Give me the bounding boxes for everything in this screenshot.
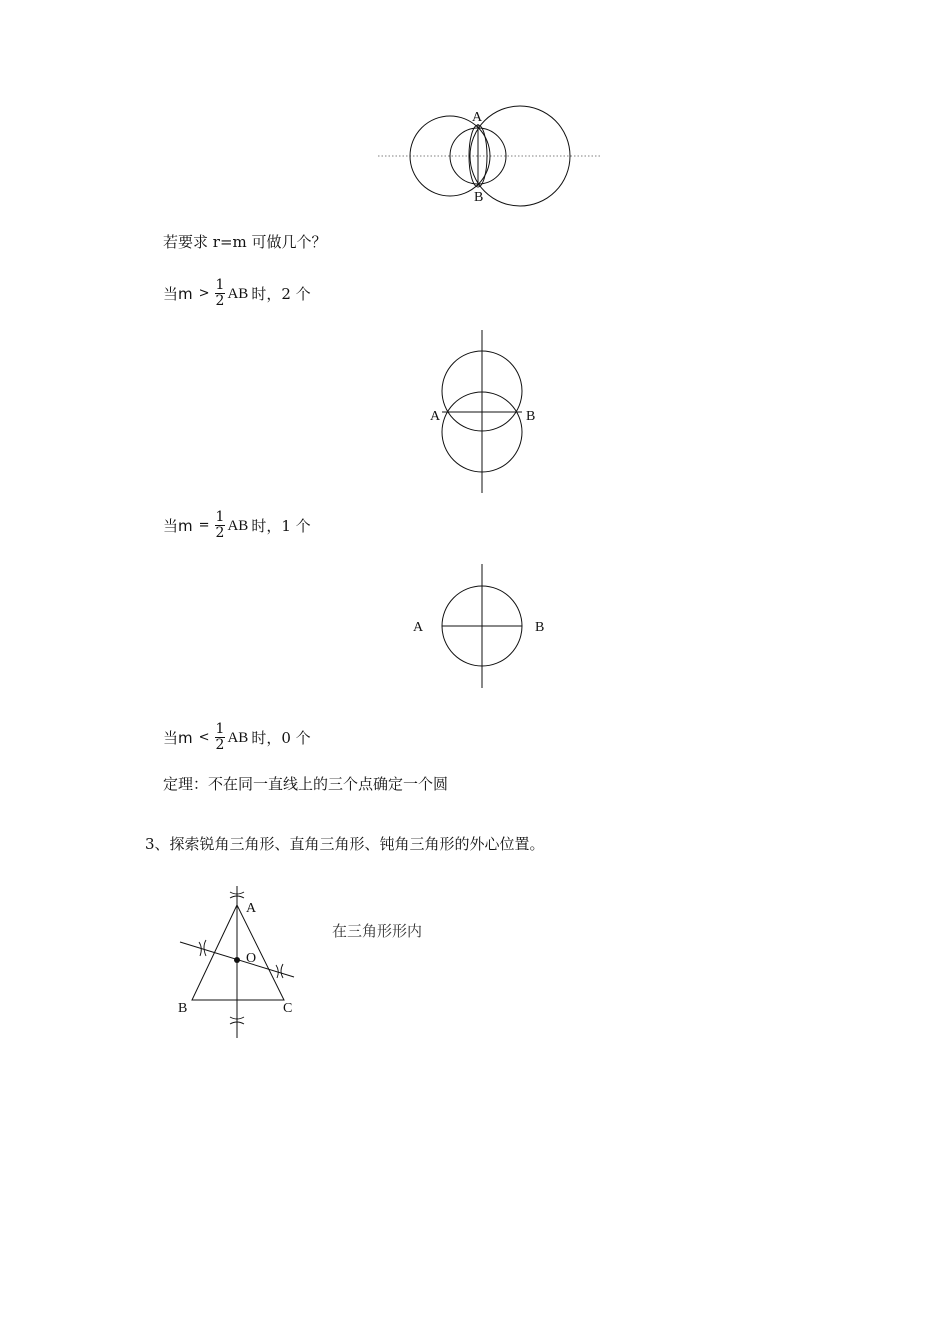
fraction-denominator: 2 [215,293,225,309]
case-suffix: 时，0 个 [251,728,311,747]
arc-mark-right [276,964,283,978]
case-var: m [178,728,193,747]
section-3-heading: 3、探索锐角三角形、直角三角形、钝角三角形的外心位置。 [145,835,545,853]
circle-right-large [470,106,570,206]
figure-two-circles-through-ab [370,100,610,212]
case-var: m [178,284,193,303]
case-var: m [178,516,193,535]
vertex-a-label: A [246,901,257,916]
question-text: 若要求 r=m 可做几个？ [163,233,327,251]
fraction-numerator: 1 [215,509,225,525]
circumcenter-o-label: O [246,951,257,966]
figure-one-circle-diameter [405,562,555,690]
case-prefix: 当 [163,284,179,303]
vertex-b-label: B [178,1001,188,1016]
fraction-half [215,722,226,753]
case-segment: AB [227,285,249,302]
fraction-numerator: 1 [215,721,225,737]
fraction-half [215,278,226,309]
point-b-label: B [535,620,545,635]
circumcenter-dot [234,957,240,963]
case-relation: > [198,285,210,301]
case-relation: < [198,729,210,745]
figure-two-circles-bisector [420,328,550,496]
case-suffix: 时，1 个 [251,516,311,535]
case-less [163,722,311,753]
vertex-c-label: C [283,1001,293,1016]
point-a-label: A [430,409,441,424]
point-a-label: A [472,110,483,125]
fraction-half [215,510,226,541]
case-suffix: 时，2 个 [251,284,311,303]
point-b-label: B [526,409,536,424]
figure-acute-triangle-circumcenter [170,882,310,1040]
case-relation: = [198,517,210,533]
case-prefix: 当 [163,728,179,747]
triangle-note: 在三角形形内 [332,922,423,940]
case-prefix: 当 [163,516,179,535]
fraction-denominator: 2 [215,525,225,541]
case-segment: AB [227,517,249,534]
point-b-label: B [474,190,484,205]
case-segment: AB [227,729,249,746]
case-greater [163,278,311,309]
triangle-abc [192,905,284,1000]
point-a-label: A [413,620,424,635]
fraction-denominator: 2 [215,737,225,753]
case-equal [163,510,311,541]
theorem-text: 定理：不在同一直线上的三个点确定一个圆 [163,775,449,793]
fraction-numerator: 1 [215,277,225,293]
